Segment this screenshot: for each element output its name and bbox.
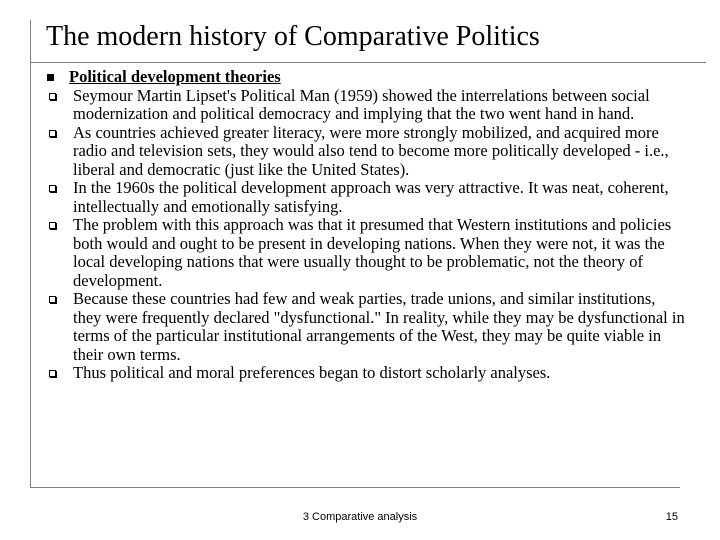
sub-point <box>47 87 687 124</box>
hollow-square-bullet-icon <box>49 93 56 100</box>
hollow-square-bullet-icon <box>49 185 56 192</box>
hollow-square-bullet-icon <box>49 130 56 137</box>
sub-point-text: As countries achieved greater literacy, were more strongly mobilized, and acquired more radio and television sets, they would also tend to become more politically developed - i.e., liberal and democratic (just like the United States). <box>73 122 669 179</box>
sub-point <box>47 364 687 383</box>
hollow-square-bullet-icon <box>49 222 56 229</box>
sub-point <box>47 290 687 364</box>
square-bullet-icon <box>47 74 54 81</box>
sub-point-text: Because these countries had few and weak parties, trade unions, and similar institutions, they were frequently declared "dysfunctional." In reality, while they may be dysfunctional in terms of the particular institutional arrangements of the West, they may be quite viable in their own terms. <box>73 289 685 364</box>
sub-point <box>47 124 687 180</box>
title-frame <box>30 20 706 63</box>
page-number: 15 <box>665 511 678 523</box>
sub-point-list <box>47 87 687 383</box>
slide-title: The modern history of Comparative Politics <box>46 21 540 52</box>
hollow-square-bullet-icon <box>49 370 56 377</box>
level1-item <box>47 68 687 87</box>
sub-point-text: Thus political and moral preferences began to distort scholarly analyses. <box>73 363 551 382</box>
sub-point <box>47 216 687 290</box>
section-heading: Political development theories <box>69 67 281 86</box>
slide-content <box>47 68 687 383</box>
sub-point-text: The problem with this approach was that it presumed that Western institutions and policies both would and ought to be present in developing nations. When they were not, it was the local developing nations that were usually thought to be problematic, not the theory of development. <box>73 215 672 290</box>
sub-point <box>47 179 687 216</box>
sub-point-text: In the 1960s the political development approach was very attractive. It was neat, coherent, intellectually and emotionally satisfying. <box>73 178 669 216</box>
footer-text: 3 Comparative analysis <box>302 511 418 523</box>
bottom-frame-line <box>30 487 680 488</box>
left-frame-line <box>30 63 31 488</box>
sub-point-text: Seymour Martin Lipset's Political Man (1959) showed the interrelations between social modernization and political democracy and implying that the two went hand in hand. <box>73 85 650 123</box>
hollow-square-bullet-icon <box>49 296 56 303</box>
